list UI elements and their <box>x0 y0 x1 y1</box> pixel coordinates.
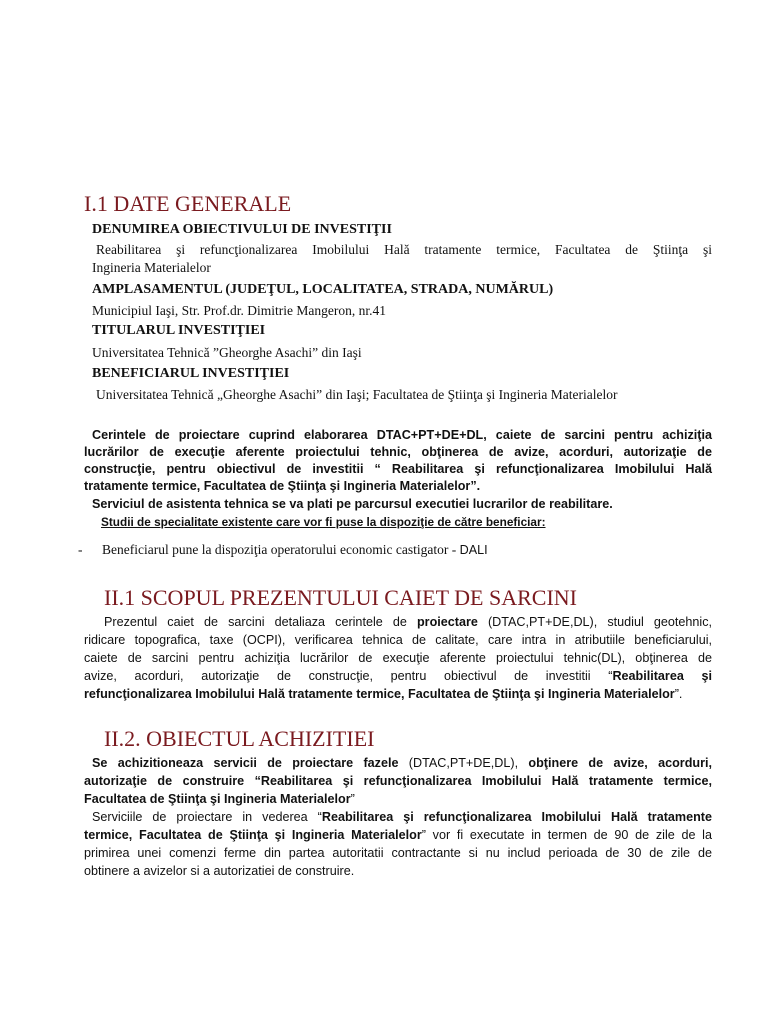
obiectul-line2 <box>84 773 712 791</box>
obiectul-line5-end: ” vor fi executate in termen de 90 de zile de la <box>421 828 712 842</box>
section-heading-obiectul: II.2. OBIECTUL ACHIZITIEI <box>104 726 375 751</box>
obiectul-line1 <box>92 755 712 773</box>
scopul-line2: ridicare topografica, taxe (OCPI), verificarea tehnica de calitate, care intra in atributiile beneficiarului, <box>84 633 712 647</box>
section-heading-date-generale: I.1 DATE GENERALE <box>84 191 292 216</box>
titular-label: TITULARUL INVESTIŢIEI <box>92 323 266 338</box>
cerinte-line1: Cerintele de proiectare cuprind elaborarea DTAC+PT+DE+DL, caiete de sarcini pentru achiziţia <box>92 428 712 442</box>
bullet-item <box>102 542 488 558</box>
scopul-line1c: (DTAC,PT+DE,DL), studiul geotehnic, <box>477 615 712 629</box>
obiectul-line4-bold: Reabilitarea şi refuncţionalizarea Imobilului Hală tratamente <box>321 810 712 824</box>
obiectul-line2a: autorizaţie de construire <box>84 774 255 788</box>
cerinte-asistenta: Serviciul de asistenta tehnica se va plati pe parcursul executiei lucrarilor de reabilitare. <box>92 497 613 511</box>
cerinte-line2: lucrărilor de execuţie aferente proiectului tehnic, obţinerea de avize, acorduri, autorizaţie de <box>84 445 712 459</box>
amplasament-label: AMPLASAMENTUL (JUDEŢUL, LOCALITATEA, STRADA, NUMĂRUL) <box>92 282 554 297</box>
studii-heading: Studii de specialitate existente care vor fi puse la dispoziţie de către beneficiar: <box>101 515 546 529</box>
cerinte-line3: construcţie, pentru obiectivul de investitii “ Reabilitarea şi refuncţionalizarea Imobilului Hală <box>84 462 712 476</box>
amplasament-value: Municipiul Iaşi, Str. Prof.dr. Dimitrie Mangeron, nr.41 <box>92 303 386 318</box>
obiectiv-value-line1: Reabilitarea şi refuncţionalizarea Imobilului Hală tratamente termice, Facultatea de Ştiinţa şi <box>96 242 712 257</box>
scopul-line3: caiete de sarcini pentru achiziţia lucrărilor de execuţie aferente proiectului tehnic(DL), obţinerea de <box>84 651 712 665</box>
cerinte-line4: tratamente termice, Facultatea de Ştiinţa şi Ingineria Materialelor”. <box>84 479 481 493</box>
scopul-line4a: avize, acorduri, autorizaţie de construcţie, pentru obiectivul de investitii “ <box>84 669 613 683</box>
obiectul-line1-bold: Se achizitioneaza servicii de proiectare fazele <box>92 756 399 770</box>
titular-value: Universitatea Tehnică ”Gheorghe Asachi” din Iaşi <box>92 345 362 360</box>
scopul-line1a: Prezentul caiet de sarcini detaliaza cerintele de <box>104 615 417 629</box>
obiectul-line3 <box>84 791 355 809</box>
obiectul-line5-bold: termice, Facultatea de Ştiinţa şi Ingineria Materialelor <box>84 828 422 842</box>
section-heading-scopul: II.1 SCOPUL PREZENTULUI CAIET DE SARCINI <box>104 585 577 610</box>
obiectiv-value-line2: Ingineria Materialelor <box>92 260 211 275</box>
beneficiar-value: Universitatea Tehnică „Gheorghe Asachi” din Iaşi; Facultatea de Ştiinţa şi Ingineria Materialelor <box>96 387 618 402</box>
bullet-dali: DALI <box>459 543 488 557</box>
obiectul-line5 <box>84 827 712 845</box>
bullet-text: Beneficiarul pune la dispoziţia operatorului economic castigator - <box>102 542 460 557</box>
obiectul-line1-mid: (DTAC,PT+DE,DL), <box>398 756 529 770</box>
scopul-line1 <box>104 614 712 632</box>
obiectul-line7: obtinere a avizelor si a autorizatiei de construire. <box>84 864 355 878</box>
obiectul-line3-bold: Facultatea de Ştiinţa şi Ingineria Materialelor <box>84 792 351 806</box>
obiectul-line3-end: ” <box>350 792 355 806</box>
obiectul-line6: primirea unei comenzi ferme din partea autoritatii contractante si nu includ perioada de 30 de zile de <box>84 846 712 860</box>
obiectul-line4 <box>92 809 712 827</box>
scopul-line4 <box>84 668 712 686</box>
obiectul-line1-bold2: obţinere de avize, acorduri, <box>528 756 712 770</box>
bullet-dash: - <box>78 542 83 557</box>
scopul-line5-bold: refuncţionalizarea Imobilului Hală tratamente termice, Facultatea de Ştiinţa şi Ingineria Materialelor <box>84 687 675 701</box>
obiectiv-label: DENUMIREA OBIECTIVULUI DE INVESTIŢII <box>92 222 392 237</box>
scopul-line4-bold: Reabilitarea şi <box>612 669 712 683</box>
beneficiar-label: BENEFICIARUL INVESTIŢIEI <box>92 366 290 381</box>
scopul-line1-bold: proiectare <box>416 615 478 629</box>
scopul-line5-end: ”. <box>674 687 683 701</box>
obiectul-line4a: Serviciile de proiectare in vederea “ <box>92 810 322 824</box>
obiectul-line2b: “Reabilitarea şi refuncţionalizarea Imobilului Hală tratamente termice, <box>254 774 712 788</box>
scopul-line5 <box>84 686 682 704</box>
